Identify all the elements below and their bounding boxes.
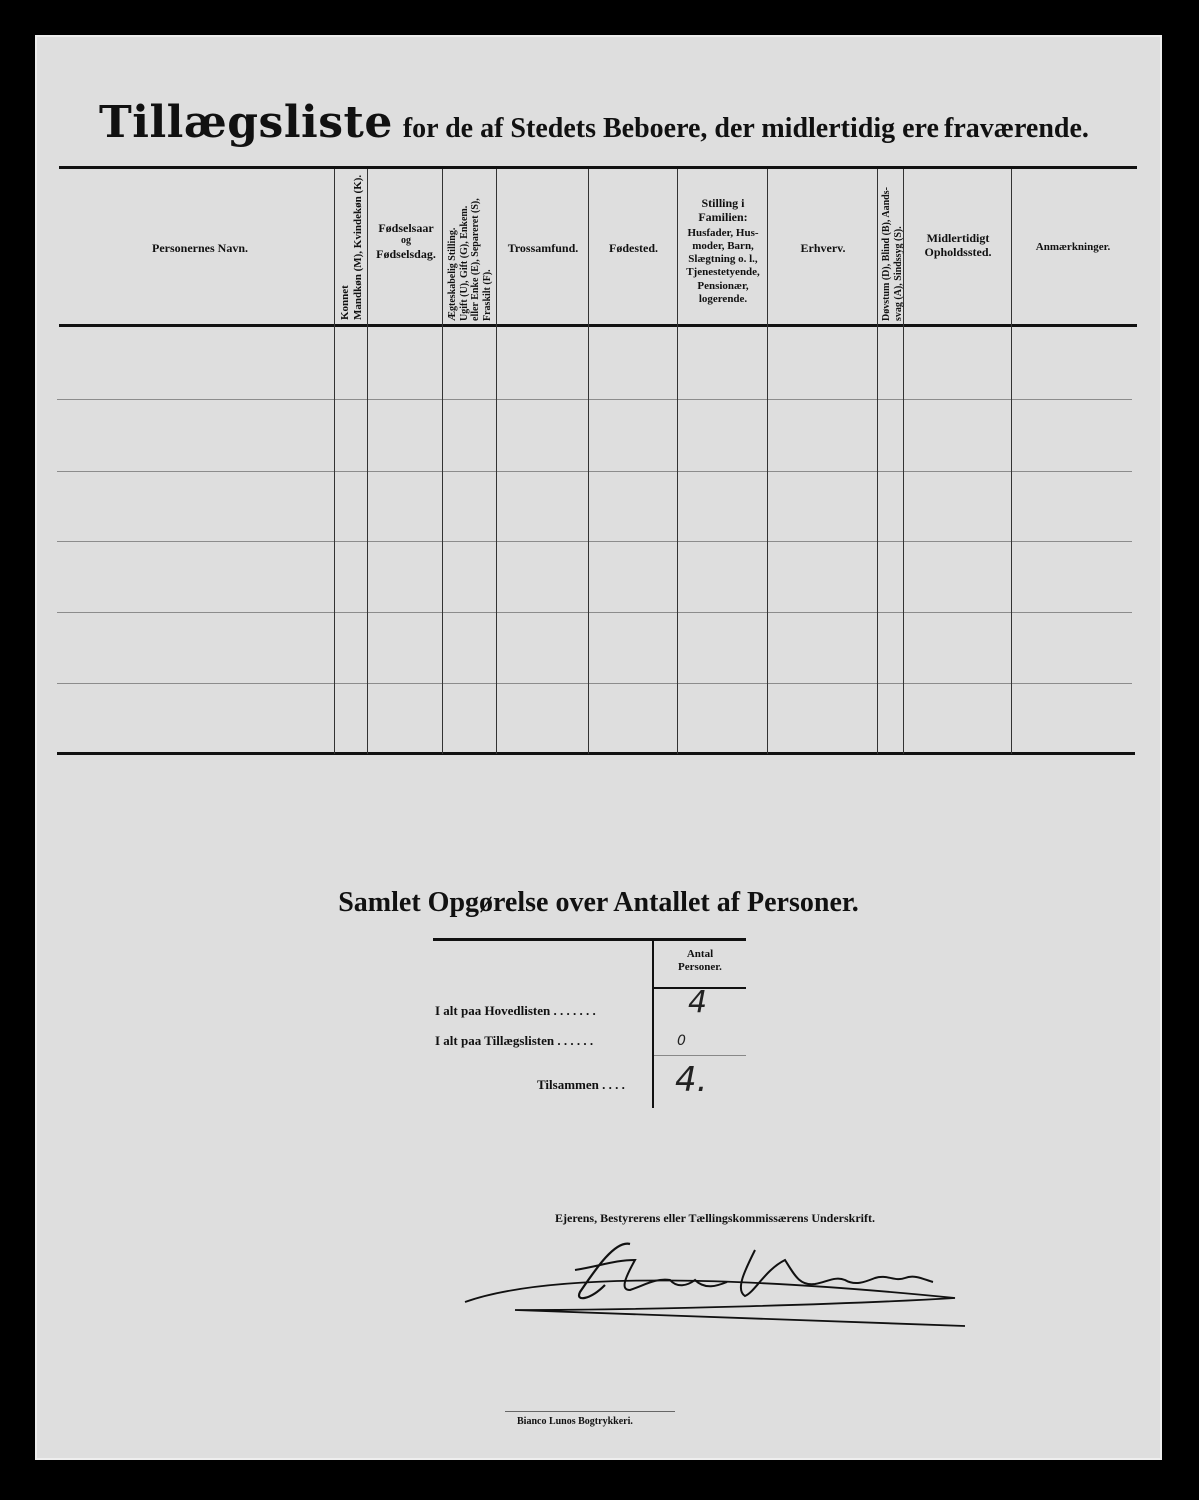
summary-total-rule [654,1055,746,1056]
header-name [75,241,325,255]
header-disability-line-2: svag (A), Sindssyg (S). [892,226,904,321]
header-marital-line-4: Fraskilt (F). [481,269,493,321]
table-top-rule [59,166,1137,169]
signature-caption: Ejerens, Bestyrerens eller Tællingskommissærens Underskrift. [555,1211,875,1225]
header-birthplace [589,241,678,255]
summary-top-rule [433,938,746,941]
header-remarks [1012,241,1134,254]
header-birth-line-1: Fødselsaar [378,221,434,235]
header-marital [447,198,493,321]
page-title [99,97,1089,148]
header-family-line-5: Slægtning o. l., [688,253,758,266]
summary-row-label-supplement: I alt paa Tillægslisten . . . . . . [435,1033,594,1048]
header-remarks-label: Anmærkninger. [1035,241,1111,253]
table-row-line [57,683,1132,684]
title-end: fraværende. [944,113,1089,144]
census-sheet [35,35,1162,1460]
printer-rule [505,1411,675,1412]
header-birth-line-2: og [401,235,411,247]
printer-imprint: Bianco Lunos Bogtrykkeri. [517,1416,633,1427]
column-line [877,169,878,754]
header-sex-line-2: Mandkøn (M), Kvindekøn (K). [351,174,364,320]
summary-col-header-line-2: Personer. [678,961,722,974]
table-row-line [57,471,1132,472]
header-family-line-7: Pensionær, [697,279,749,292]
header-family-line-6: Tjenestetyende, [686,266,760,279]
header-religion [497,241,589,255]
header-occupation-label: Erhverv. [800,241,846,255]
title-main: Tillægsliste [99,97,393,148]
column-line [496,169,497,754]
header-sex-line-1: Konnet [339,285,351,320]
header-family-position [678,196,768,306]
summary-row-value-supplement: 0 [677,1033,686,1049]
summary-title: Samlet Opgørelse over Antallet af Personer. [338,887,859,918]
header-family-line-3: Husfader, Hus- [687,226,759,239]
signature [455,1230,975,1340]
header-family-line-4: moder, Barn, [692,239,754,252]
header-family-line-1: Stilling i [701,196,745,210]
header-stay-line-2: Opholdssted. [924,245,992,260]
column-line [367,169,368,754]
column-line [334,169,335,754]
header-birth-line-3: Fødselsdag. [376,247,436,262]
title-middle: for de af Stedets Beboere, der midlertidig ere [402,113,939,144]
header-family-line-2: Familien: [698,210,748,225]
table-header-rule [59,324,1137,327]
table-row-line [57,612,1132,613]
signature-flourish [455,1230,975,1340]
header-disability [881,187,904,321]
summary-col-header-line-1: Antal [686,948,714,960]
table-row-line [57,541,1132,542]
table-bottom-rule [57,752,1135,755]
header-sex [339,175,364,320]
table-row-line [57,399,1132,400]
summary-row-value-main: 4 [688,985,708,1020]
header-religion-label: Trossamfund. [507,241,579,255]
header-family-line-8: logerende. [698,292,748,305]
header-occupation [768,241,878,255]
header-birthplace-label: Fødested. [609,241,658,255]
summary-col-header [654,948,746,974]
header-stay-line-1: Midlertidigt [926,231,990,245]
summary-row-value-total: 4. [675,1060,708,1100]
header-birth [369,221,443,262]
summary-row-label-main: I alt paa Hovedlisten . . . . . . . [435,1003,596,1018]
column-line [588,169,589,754]
header-name-label: Personernes Navn. [152,241,248,255]
header-marital-line-1: Ægteskabelig Stilling. [447,227,458,321]
summary-row-label-total: Tilsammen . . . . [537,1077,625,1092]
header-marital-line-2: Ugift (U), Gift (G), Enkem. [458,205,470,321]
header-temporary-stay [904,231,1012,260]
header-disability-line-1: Døvstum (D), Blind (B), Aands- [881,187,892,321]
header-marital-line-3: eller Enke (E), Separeret (S), [470,198,481,321]
